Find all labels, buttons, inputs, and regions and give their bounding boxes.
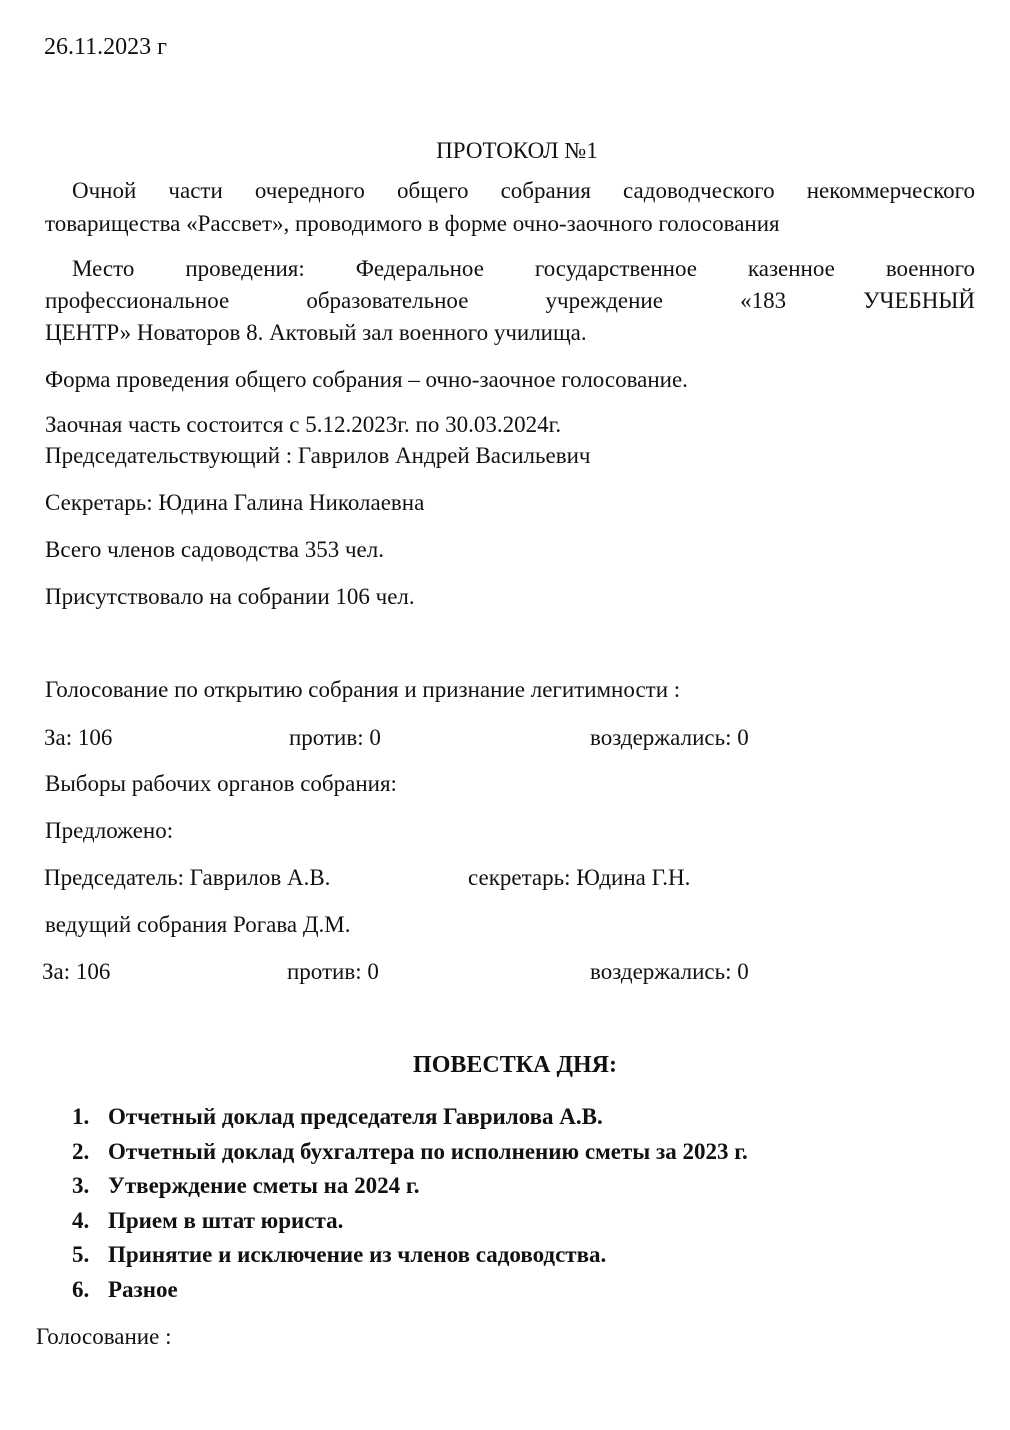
agenda-item-text: Разное xyxy=(108,1276,178,1302)
document-title: ПРОТОКОЛ №1 xyxy=(436,138,598,163)
meeting-form: Форма проведения общего собрания – очно-заочное голосование. xyxy=(45,367,688,392)
vote-against: против: 0 xyxy=(287,959,379,984)
venue-line-1: Место проведения: Федеральное государственное казенное военного xyxy=(72,256,975,281)
agenda-item xyxy=(72,1102,748,1137)
intro-line-2: товарищества «Рассвет», проводимого в форме очно-заочного голосования xyxy=(45,211,780,236)
agenda-list xyxy=(72,1102,748,1309)
present-members: Присутствовало на собрании 106 чел. xyxy=(45,584,415,609)
elections-vote-results xyxy=(44,957,804,987)
opening-vote-heading: Голосование по открытию собрания и признание легитимности : xyxy=(45,677,681,702)
voting-label: Голосование : xyxy=(36,1324,172,1349)
proposed-officers xyxy=(44,863,804,893)
agenda-item xyxy=(72,1240,748,1275)
elections-heading: Выборы рабочих органов собрания: xyxy=(45,771,397,796)
vote-against: против: 0 xyxy=(289,725,381,750)
agenda-item-text: Утверждение сметы на 2024 г. xyxy=(108,1173,420,1198)
agenda-item-text: Отчетный доклад бухгалтера по исполнению сметы за 2023 г. xyxy=(108,1138,748,1164)
agenda-item-text: Принятие и исключение из членов садоводства. xyxy=(108,1242,607,1267)
vote-abstained: воздержались: 0 xyxy=(590,725,749,750)
agenda-item-number: 3. xyxy=(72,1173,90,1198)
agenda-item xyxy=(72,1171,748,1206)
agenda-item-text: Прием в штат юриста. xyxy=(108,1207,344,1233)
agenda-item-number: 6. xyxy=(72,1276,90,1302)
absentee-period: Заочная часть состоится с 5.12.2023г. по 30.03.2024г. xyxy=(45,412,562,437)
proposed-chairman: Председатель: Гаврилов А.В. xyxy=(44,865,331,890)
vote-abstained: воздержались: 0 xyxy=(590,959,749,984)
agenda-item-number: 2. xyxy=(72,1138,90,1164)
intro-line-1: Очной части очередного общего собрания садоводческого некоммерческого xyxy=(72,178,975,203)
agenda-item xyxy=(72,1206,748,1241)
presiding-chairman: Председательствующий : Гаврилов Андрей Васильевич xyxy=(45,443,591,468)
agenda-title: ПОВЕСТКА ДНЯ: xyxy=(413,1052,617,1078)
agenda-item-number: 4. xyxy=(72,1207,90,1233)
secretary: Секретарь: Юдина Галина Николаевна xyxy=(45,490,425,515)
venue-line-3: ЦЕНТР» Новаторов 8. Актовый зал военного училища. xyxy=(45,320,587,345)
opening-vote-results xyxy=(44,723,804,753)
proposed-label: Предложено: xyxy=(45,818,174,843)
proposed-secretary: секретарь: Юдина Г.Н. xyxy=(468,865,691,890)
document-date: 26.11.2023 г xyxy=(44,34,167,60)
agenda-item-number: 5. xyxy=(72,1242,90,1267)
agenda-item-number: 1. xyxy=(72,1104,90,1129)
vote-for: За: 106 xyxy=(44,725,113,750)
agenda-item xyxy=(72,1275,748,1310)
vote-for: За: 106 xyxy=(42,959,111,984)
agenda-item-text: Отчетный доклад председателя Гаврилова А.В. xyxy=(108,1104,603,1129)
agenda-item xyxy=(72,1137,748,1172)
total-members: Всего членов садоводства 353 чел. xyxy=(45,537,384,562)
proposed-host: ведущий собрания Рогава Д.М. xyxy=(45,912,351,937)
venue-line-2: профессиональное образовательное учреждение «183 УЧЕБНЫЙ xyxy=(45,288,975,313)
